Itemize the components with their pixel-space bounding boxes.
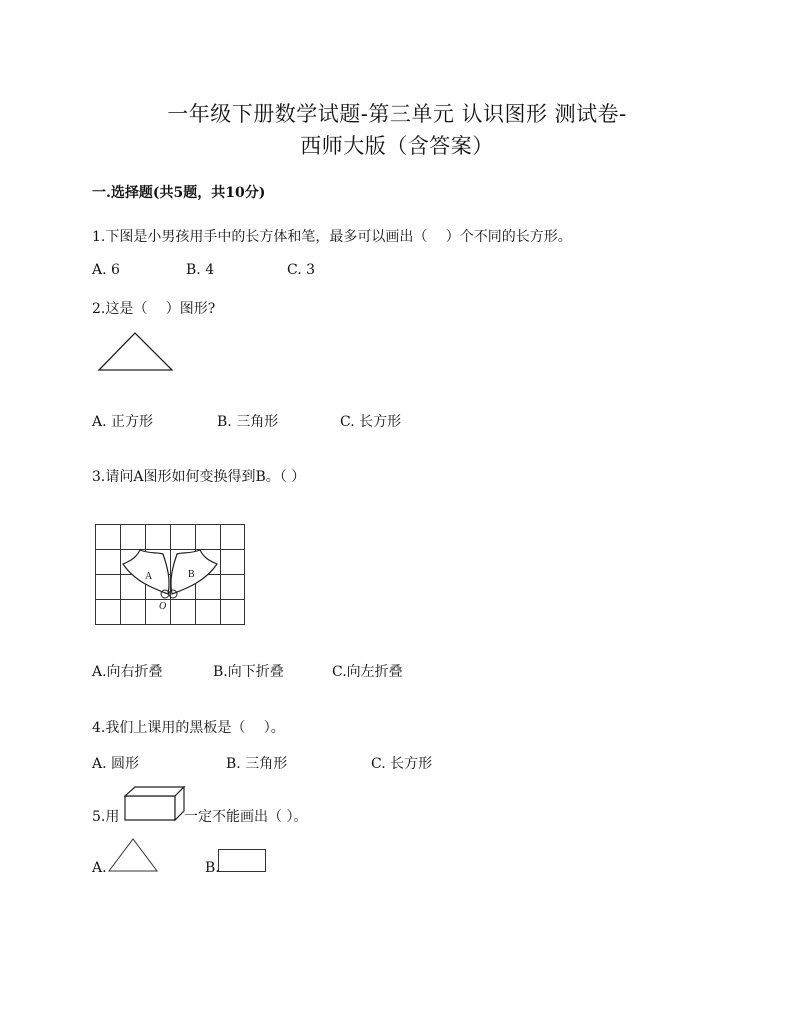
q4-option-c: C. 长方形 <box>371 756 433 772</box>
cuboid-figure <box>124 786 186 822</box>
section-heading: 一.选择题(共5题，共10分) <box>92 185 266 201</box>
q2-option-a: A. 正方形 <box>92 414 154 430</box>
question-2-text: 2.这是（ ）图形? <box>92 301 216 317</box>
q5-rectangle-shape <box>218 849 266 872</box>
q4-option-b: B. 三角形 <box>226 756 288 772</box>
petal-b-label: B <box>188 569 195 580</box>
q5-option-a: A. <box>92 860 107 876</box>
origin-label: O <box>159 601 167 612</box>
q3-option-c: C.向左折叠 <box>332 664 403 680</box>
question-3-text: 3.请问A图形如何变换得到B。（ ） <box>92 469 306 485</box>
q5-triangle-shape <box>108 838 158 872</box>
q1-option-b: B. 4 <box>186 262 215 278</box>
q3-option-b: B.向下折叠 <box>213 664 284 680</box>
q2-option-c: C. 长方形 <box>340 414 402 430</box>
q5-option-b: B. <box>205 860 220 876</box>
q2-option-b: B. 三角形 <box>217 414 279 430</box>
question-5-prefix: 5.用 <box>92 809 120 825</box>
question-4-text: 4.我们上课用的黑板是（ ）。 <box>92 720 285 736</box>
q3-option-a: A.向右折叠 <box>92 664 163 680</box>
grid-petal-figure <box>95 524 245 625</box>
q4-option-a: A. 圆形 <box>92 756 140 772</box>
page-title-line1: 一年级下册数学试题-第三单元 认识图形 测试卷- <box>167 102 627 126</box>
question-5-suffix: 一定不能画出（ ）。 <box>184 809 308 825</box>
page-title-line2: 西师大版（含答案） <box>300 134 494 158</box>
q1-option-c: C. 3 <box>287 262 316 278</box>
petal-a-label: A <box>145 571 153 582</box>
triangle-figure <box>98 332 174 372</box>
q1-option-a: A. 6 <box>92 262 120 278</box>
question-1-text: 1.下图是小男孩用手中的长方体和笔，最多可以画出（ ）个不同的长方形。 <box>92 229 572 245</box>
